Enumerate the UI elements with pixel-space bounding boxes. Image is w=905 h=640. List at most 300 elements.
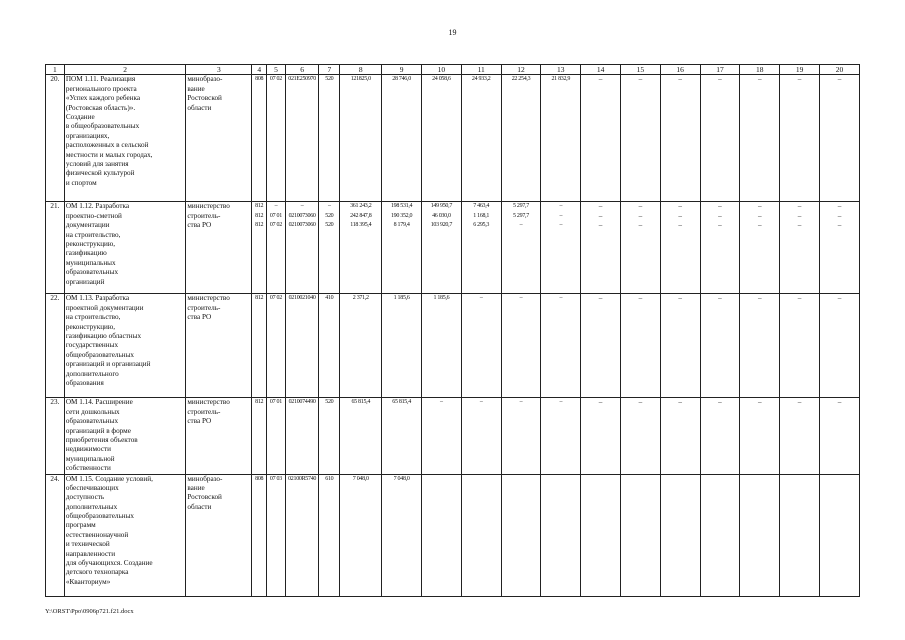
- cell-line: 65 815,4: [392, 399, 411, 406]
- cell-line: 07 01: [269, 212, 282, 219]
- cell-line: 812: [255, 399, 264, 406]
- value-cell-c7: [319, 202, 340, 294]
- cell-line: –: [757, 202, 762, 211]
- value-cell-c14: [581, 474, 621, 596]
- cell-line: строитель-: [187, 211, 221, 220]
- header-cell: 12: [501, 65, 541, 75]
- cell-line: –: [327, 203, 331, 210]
- budget-table: [45, 64, 860, 597]
- cell-line: минобразо-: [187, 75, 223, 84]
- table-row: [46, 474, 860, 596]
- executor: [186, 202, 252, 294]
- header-cell: 4: [252, 65, 267, 75]
- value-cell-c14: [581, 75, 621, 202]
- value-cell-c12: [501, 202, 541, 294]
- value-cell-c12: [501, 294, 541, 398]
- cell-line: –: [757, 398, 762, 407]
- cell-line: –: [598, 294, 603, 303]
- value-cell-c8: [340, 75, 382, 202]
- file-path-footer: Y:\ORST\Ppo\0906p721.f21.docx: [45, 608, 134, 615]
- value-cell-c10: [422, 75, 462, 202]
- cell-line: –: [718, 221, 722, 230]
- page-number: 19: [448, 28, 457, 37]
- value-cell-c14: [581, 294, 621, 398]
- cell-line: дополнительного: [65, 369, 119, 378]
- cell-line: –: [598, 202, 603, 211]
- cell-line: образования: [65, 378, 104, 387]
- cell-line: –: [598, 75, 603, 84]
- cell-line: сети дошкольных: [65, 407, 120, 416]
- cell-line: –: [797, 294, 802, 303]
- measure-name: [64, 75, 186, 202]
- value-cell-c20: [819, 294, 859, 398]
- cell-line: условий для занятия: [65, 159, 129, 168]
- cell-line: газификацию: [65, 249, 107, 258]
- cell-line: ОМ 1.14. Расширение: [65, 398, 133, 407]
- cell-line: детского технопарка: [65, 568, 129, 577]
- cell-line: ства РО: [187, 221, 212, 230]
- value-cell-c9: [382, 398, 422, 474]
- cell-line: –: [638, 398, 643, 407]
- cell-line: –: [797, 75, 802, 84]
- cell-line: министерство: [187, 202, 230, 211]
- cell-line: 198 531,4: [390, 203, 413, 210]
- cell-line: образовательных: [65, 268, 119, 277]
- value-cell-c16: [660, 75, 700, 202]
- cell-line: муниципальных: [65, 258, 116, 267]
- cell-line: (Ростовская область)».: [65, 103, 136, 112]
- cell-line: –: [797, 211, 802, 220]
- cell-line: организаций и организаций: [65, 360, 151, 369]
- header-cell: 7: [319, 65, 340, 75]
- cell-line: ства РО: [187, 313, 212, 322]
- value-cell-c8: [340, 202, 382, 294]
- header-cell: 8: [340, 65, 382, 75]
- value-cell-c11: [461, 398, 501, 474]
- cell-line: –: [837, 398, 842, 407]
- value-cell-c12: [501, 474, 541, 596]
- cell-line: [582, 475, 619, 484]
- executor: [186, 474, 252, 596]
- cell-line: –: [638, 75, 643, 84]
- cell-line: 7 463,4: [473, 203, 490, 210]
- cell-line: минобразо-: [187, 474, 223, 483]
- value-cell-c20: [819, 474, 859, 596]
- cell-line: –: [797, 202, 802, 211]
- cell-line: ОМ 1.12. Разработка: [65, 202, 130, 211]
- value-cell-c17: [700, 294, 740, 398]
- cell-line: 1 185,6: [433, 295, 450, 302]
- cell-line: документации: [65, 221, 110, 230]
- value-cell-c5: [267, 202, 286, 294]
- value-cell-c5: [267, 75, 286, 202]
- cell-line: муниципальной: [65, 454, 115, 463]
- cell-line: –: [678, 75, 682, 84]
- cell-line: «Успех каждого ребенка: [65, 94, 141, 103]
- header-cell: 6: [285, 65, 319, 75]
- cell-line: –: [837, 211, 842, 220]
- value-cell-c11: [461, 474, 501, 596]
- cell-line: [423, 475, 460, 484]
- header-cell: 14: [581, 65, 621, 75]
- value-cell-c18: [740, 294, 780, 398]
- measure-name: [64, 398, 186, 474]
- cell-line: 0210021040: [288, 295, 316, 302]
- cell-line: –: [837, 202, 842, 211]
- cell-line: [463, 475, 500, 484]
- cell-line: организаций: [65, 277, 105, 286]
- value-cell-c15: [620, 294, 660, 398]
- value-cell-c14: [581, 202, 621, 294]
- cell-line: 410: [325, 295, 334, 302]
- cell-line: 0210073060: [288, 222, 316, 229]
- table-row: [46, 202, 860, 294]
- cell-line: –: [837, 294, 842, 303]
- value-cell-c10: [422, 294, 462, 398]
- value-cell-c11: [461, 294, 501, 398]
- cell-line: ОМ 1.13. Разработка: [65, 294, 130, 303]
- table-row: [46, 398, 860, 474]
- cell-line: –: [757, 294, 762, 303]
- header-cell: 20: [819, 65, 859, 75]
- header-cell: 11: [461, 65, 501, 75]
- cell-line: 808: [255, 475, 264, 482]
- value-cell-c11: [461, 202, 501, 294]
- cell-line: ства РО: [187, 417, 212, 426]
- cell-line: 65 815,4: [351, 399, 371, 406]
- cell-line: –: [718, 202, 722, 211]
- cell-line: 8 179,4: [393, 222, 410, 229]
- cell-line: 24 058,6: [432, 76, 451, 83]
- cell-line: 21 832,9: [551, 76, 571, 83]
- value-cell-c4: [252, 398, 267, 474]
- cell-line: 812: [255, 295, 264, 302]
- cell-line: реконструкцию,: [65, 322, 116, 331]
- cell-line: 1 185,6: [393, 295, 410, 302]
- value-cell-c17: [700, 474, 740, 596]
- cell-line: –: [598, 398, 603, 407]
- executor: [186, 398, 252, 474]
- cell-line: для обучающихся. Создание: [65, 559, 153, 568]
- value-cell-c4: [252, 474, 267, 596]
- value-cell-c18: [740, 398, 780, 474]
- row-number: 22.: [46, 294, 65, 398]
- header-cell: 3: [186, 65, 252, 75]
- cell-line: строитель-: [187, 407, 221, 416]
- cell-line: –: [598, 221, 603, 230]
- header-cell: 1: [46, 65, 65, 75]
- row-number: 20.: [46, 75, 65, 202]
- value-cell-c6: [285, 294, 319, 398]
- value-cell-c10: [422, 398, 462, 474]
- cell-line: –: [598, 211, 603, 220]
- cell-line: реконструкцию,: [65, 239, 116, 248]
- value-cell-c6: [285, 75, 319, 202]
- cell-line: 021E250970: [288, 76, 316, 83]
- cell-line: общеобразовательных: [65, 350, 135, 359]
- value-cell-c10: [422, 202, 462, 294]
- value-cell-c7: [319, 294, 340, 398]
- cell-line: обеспечивающих: [65, 483, 119, 492]
- value-cell-c13: [541, 398, 581, 474]
- header-cell: 19: [780, 65, 820, 75]
- cell-line: –: [519, 399, 523, 406]
- cell-line: дополнительных: [65, 502, 118, 511]
- cell-line: Создание: [65, 112, 95, 121]
- value-cell-c6: [285, 474, 319, 596]
- cell-line: –: [638, 211, 643, 220]
- cell-line: газификацию областных: [65, 331, 142, 340]
- cell-line: 121825,0: [350, 76, 371, 83]
- cell-line: 520: [325, 222, 334, 229]
- header-cell: 5: [267, 65, 286, 75]
- value-cell-c4: [252, 75, 267, 202]
- cell-line: 610: [325, 475, 334, 482]
- cell-line: ПОМ 1.11. Реализация: [65, 75, 136, 84]
- value-cell-c17: [700, 75, 740, 202]
- cell-line: в общеобразовательных: [65, 122, 140, 131]
- cell-line: 520: [325, 76, 334, 83]
- value-cell-c12: [501, 75, 541, 202]
- cell-line: [781, 475, 818, 484]
- header-cell: 16: [660, 65, 700, 75]
- cell-line: 7 048,0: [393, 475, 410, 482]
- cell-line: 812: [255, 212, 264, 219]
- header-cell: 15: [620, 65, 660, 75]
- header-cell: 9: [382, 65, 422, 75]
- measure-name: [64, 294, 186, 398]
- cell-line: организаций в форме: [65, 426, 131, 435]
- cell-line: –: [757, 75, 762, 84]
- cell-line: собственности: [65, 464, 111, 473]
- cell-line: министерство: [187, 398, 230, 407]
- cell-line: строитель-: [187, 303, 221, 312]
- cell-line: программ: [65, 521, 96, 530]
- cell-line: –: [757, 221, 762, 230]
- cell-line: –: [519, 222, 523, 229]
- cell-line: 2 371,2: [352, 295, 369, 302]
- value-cell-c16: [660, 474, 700, 596]
- cell-line: 103 920,7: [430, 222, 453, 229]
- cell-line: –: [440, 399, 443, 406]
- value-cell-c8: [340, 294, 382, 398]
- value-cell-c16: [660, 294, 700, 398]
- header-cell: 2: [64, 65, 186, 75]
- value-cell-c9: [382, 202, 422, 294]
- cell-line: 07 01: [269, 399, 282, 406]
- cell-line: –: [718, 211, 722, 220]
- value-cell-c4: [252, 202, 267, 294]
- cell-line: 07 03: [269, 475, 282, 482]
- cell-line: 812: [255, 222, 264, 229]
- cell-line: –: [837, 75, 842, 84]
- cell-line: области: [187, 502, 212, 511]
- cell-line: на строительство,: [65, 313, 121, 322]
- value-cell-c14: [581, 398, 621, 474]
- cell-line: –: [479, 295, 483, 302]
- value-cell-c7: [319, 474, 340, 596]
- row-number: 24.: [46, 474, 65, 596]
- cell-line: Ростовской: [187, 94, 222, 103]
- value-cell-c8: [340, 398, 382, 474]
- cell-line: 190 352,0: [390, 212, 413, 219]
- value-cell-c18: [740, 202, 780, 294]
- value-cell-c12: [501, 398, 541, 474]
- table-row: [46, 294, 860, 398]
- cell-line: 22 254,3: [511, 76, 531, 83]
- cell-line: регионального проекта: [65, 84, 137, 93]
- cell-line: организациях,: [65, 131, 110, 140]
- cell-line: 5 297,7: [513, 203, 529, 210]
- cell-line: вание: [187, 483, 205, 492]
- value-cell-c13: [541, 202, 581, 294]
- cell-line: местности и малых городах,: [65, 150, 153, 159]
- cell-line: –: [757, 211, 762, 220]
- cell-line: 07 02: [269, 222, 282, 229]
- cell-line: вание: [187, 84, 205, 93]
- value-cell-c16: [660, 398, 700, 474]
- value-cell-c15: [620, 474, 660, 596]
- value-cell-c4: [252, 294, 267, 398]
- value-cell-c20: [819, 398, 859, 474]
- executor: [186, 294, 252, 398]
- cell-line: –: [718, 294, 722, 303]
- value-cell-c6: [285, 398, 319, 474]
- cell-line: –: [559, 222, 563, 229]
- cell-line: недвижимости: [65, 445, 111, 454]
- header-cell: 10: [422, 65, 462, 75]
- cell-line: –: [479, 399, 483, 406]
- cell-line: и спортом: [65, 178, 97, 187]
- cell-line: [702, 475, 739, 484]
- cell-line: [662, 475, 699, 484]
- header-row: [46, 65, 860, 75]
- cell-line: 5 297,7: [513, 212, 529, 219]
- cell-line: физической культурой: [65, 169, 135, 178]
- executor: [186, 75, 252, 202]
- cell-line: –: [718, 398, 722, 407]
- value-cell-c7: [319, 75, 340, 202]
- cell-line: 7 048,0: [352, 475, 369, 482]
- cell-line: приобретения объектов: [65, 435, 138, 444]
- cell-line: Ростовской: [187, 493, 222, 502]
- cell-line: –: [300, 203, 304, 210]
- value-cell-c9: [382, 474, 422, 596]
- cell-line: 24 933,2: [471, 76, 491, 83]
- cell-line: 46 030,0: [432, 212, 451, 219]
- cell-line: –: [797, 221, 802, 230]
- cell-line: 118 395,4: [350, 222, 372, 229]
- cell-line: ОМ 1.15. Создание условий,: [65, 474, 153, 483]
- value-cell-c13: [541, 474, 581, 596]
- cell-line: 28 746,0: [392, 76, 411, 83]
- cell-line: [622, 475, 659, 484]
- cell-line: –: [718, 75, 722, 84]
- cell-line: государственных: [65, 341, 119, 350]
- row-number: 23.: [46, 398, 65, 474]
- value-cell-c17: [700, 202, 740, 294]
- value-cell-c9: [382, 294, 422, 398]
- value-cell-c19: [780, 398, 820, 474]
- value-cell-c20: [819, 202, 859, 294]
- cell-line: –: [559, 212, 563, 219]
- cell-line: 0210074490: [288, 399, 316, 406]
- value-cell-c18: [740, 474, 780, 596]
- cell-line: –: [797, 398, 802, 407]
- cell-line: 149 950,7: [430, 203, 453, 210]
- cell-line: на строительство,: [65, 230, 121, 239]
- cell-line: –: [638, 202, 643, 211]
- cell-line: 1 168,1: [473, 212, 490, 219]
- value-cell-c9: [382, 75, 422, 202]
- cell-line: проектной документации: [65, 303, 144, 312]
- cell-line: доступность: [65, 493, 105, 502]
- cell-line: 0210073060: [288, 212, 316, 219]
- value-cell-c17: [700, 398, 740, 474]
- cell-line: 808: [255, 76, 264, 83]
- cell-line: 520: [325, 212, 334, 219]
- cell-line: 242 847,8: [350, 212, 372, 219]
- cell-line: проектно-сметной: [65, 211, 122, 220]
- cell-line: [741, 475, 778, 484]
- value-cell-c15: [620, 398, 660, 474]
- value-cell-c6: [285, 202, 319, 294]
- cell-line: 07 02: [269, 76, 282, 83]
- cell-line: –: [559, 203, 563, 210]
- cell-line: «Кванториум»: [65, 577, 111, 586]
- value-cell-c7: [319, 398, 340, 474]
- measure-name: [64, 202, 186, 294]
- cell-line: 6 295,3: [473, 222, 490, 229]
- cell-line: –: [837, 221, 842, 230]
- cell-line: –: [519, 295, 523, 302]
- cell-line: –: [559, 399, 563, 406]
- cell-line: 07 02: [269, 295, 282, 302]
- cell-line: 02100R5740: [288, 475, 317, 482]
- cell-line: 520: [325, 399, 334, 406]
- cell-line: –: [678, 294, 682, 303]
- value-cell-c18: [740, 75, 780, 202]
- cell-line: –: [678, 202, 682, 211]
- cell-line: –: [678, 211, 682, 220]
- cell-line: –: [678, 398, 682, 407]
- cell-line: расположенных в сельской: [65, 141, 149, 150]
- row-number: 21.: [46, 202, 65, 294]
- cell-line: и технической: [65, 540, 110, 549]
- cell-line: –: [559, 295, 563, 302]
- cell-line: 812: [255, 203, 264, 210]
- cell-line: общеобразовательных: [65, 512, 135, 521]
- value-cell-c19: [780, 75, 820, 202]
- measure-name: [64, 474, 186, 596]
- cell-line: 361 243,2: [350, 203, 372, 210]
- cell-line: –: [678, 221, 682, 230]
- value-cell-c13: [541, 75, 581, 202]
- value-cell-c5: [267, 474, 286, 596]
- header-cell: 13: [541, 65, 581, 75]
- cell-line: –: [274, 203, 278, 210]
- value-cell-c5: [267, 294, 286, 398]
- value-cell-c15: [620, 75, 660, 202]
- value-cell-c16: [660, 202, 700, 294]
- cell-line: естественнонаучной: [65, 530, 129, 539]
- header-cell: 17: [700, 65, 740, 75]
- value-cell-c10: [422, 474, 462, 596]
- cell-line: –: [638, 294, 643, 303]
- cell-line: [542, 475, 579, 484]
- cell-line: [821, 475, 858, 484]
- header-cell: 18: [740, 65, 780, 75]
